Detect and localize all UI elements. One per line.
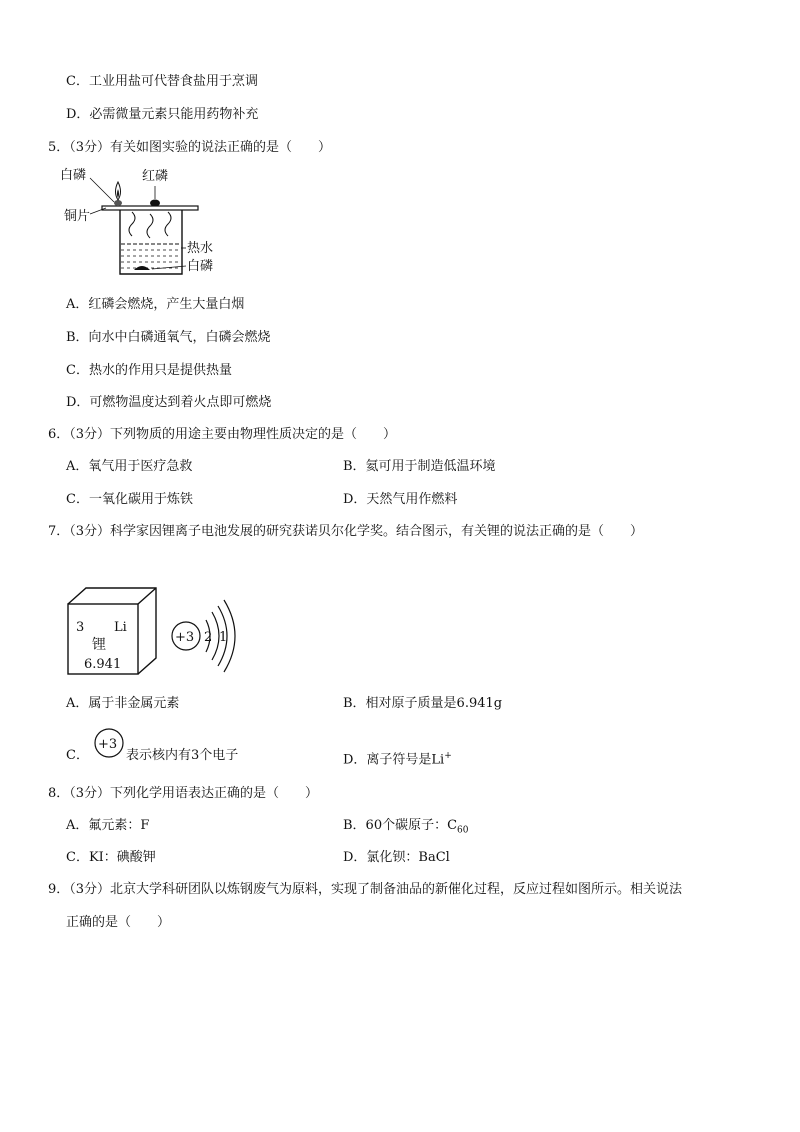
q7-option-c-prefix: C．	[66, 748, 89, 763]
q6-option-b: B．氦可用于制造低温环境	[343, 459, 496, 474]
q9-stem-line1: 9．（3分）北京大学科研团队以炼钢废气为原料，实现了制备油品的新催化过程，反应过程如图所示。相关说法	[48, 882, 683, 897]
q6-option-c: C．一氧化碳用于炼铁	[66, 492, 193, 507]
q7-option-c-text: 表示核内有3个电子	[126, 748, 239, 763]
q5-stem: 5．（3分）有关如图实验的说法正确的是（ ）	[48, 140, 332, 155]
lithium-element-cell	[62, 586, 158, 678]
q6-option-a: A．氧气用于医疗急救	[66, 459, 193, 474]
q5-option-d: D．可燃物温度达到着火点即可燃烧	[66, 395, 272, 410]
q8-option-a: A．氟元素：F	[66, 818, 150, 833]
q8-option-b	[343, 817, 469, 840]
q4-option-c: C．工业用盐可代替食盐用于烹调	[66, 74, 258, 89]
lithium-atom-diagram	[166, 598, 242, 674]
q6-stem: 6．（3分）下列物质的用途主要由物理性质决定的是（ ）	[48, 427, 397, 442]
q7-option-c-nucleus-icon	[92, 726, 126, 760]
q9-stem-line2: 正确的是（ ）	[66, 915, 171, 930]
q7-stem: 7．（3分）科学家因锂离子电池发展的研究获诺贝尔化学奖。结合图示，有关锂的说法正确的是（ ）	[48, 524, 644, 539]
label-white-phosphorus-bottom: 白磷	[187, 259, 214, 274]
q8-option-b-subscript: 60	[457, 825, 469, 836]
q7-option-c-nucleus-charge: +3	[98, 737, 118, 752]
q6-option-d: D．天然气用作燃料	[343, 492, 458, 507]
element-atomic-mass: 6.941	[84, 657, 122, 672]
q8-stem: 8．（3分）下列化学用语表达正确的是（ ）	[48, 786, 319, 801]
q7-option-c	[66, 747, 89, 765]
q8-option-d: D．氯化钡：BaCl	[343, 850, 450, 865]
q7-option-b: B．相对原子质量是6.941g	[343, 696, 503, 711]
element-atomic-number: 3	[76, 620, 85, 635]
shell-2-electrons: 1	[219, 630, 228, 645]
q4-option-d: D．必需微量元素只能用药物补充	[66, 107, 259, 122]
element-name: 锂	[92, 637, 106, 653]
q7-option-d-charge: +	[444, 751, 452, 761]
label-white-phosphorus-top: 白磷	[60, 168, 87, 183]
label-copper-plate: 铜片	[64, 209, 91, 224]
q8-option-c: C．KI：碘酸钾	[66, 850, 156, 865]
shell-1-electrons: 2	[204, 630, 213, 645]
q5-option-c: C．热水的作用只是提供热量	[66, 363, 232, 378]
label-red-phosphorus: 红磷	[142, 169, 169, 184]
q7-option-a: A．属于非金属元素	[66, 696, 180, 711]
q7-option-d	[343, 747, 452, 769]
label-hot-water: 热水	[187, 241, 214, 256]
q5-option-a: A．红磷会燃烧，产生大量白烟	[66, 297, 245, 312]
nucleus-charge: +3	[175, 630, 195, 645]
q5-experiment-figure	[60, 166, 230, 278]
q5-option-b: B．向水中白磷通氧气，白磷会燃烧	[66, 330, 271, 345]
q7-option-d-text: D．离子符号是Li	[343, 752, 445, 768]
q8-option-b-text: B．60个碳原子：C	[343, 818, 458, 833]
element-symbol: Li	[114, 620, 127, 635]
